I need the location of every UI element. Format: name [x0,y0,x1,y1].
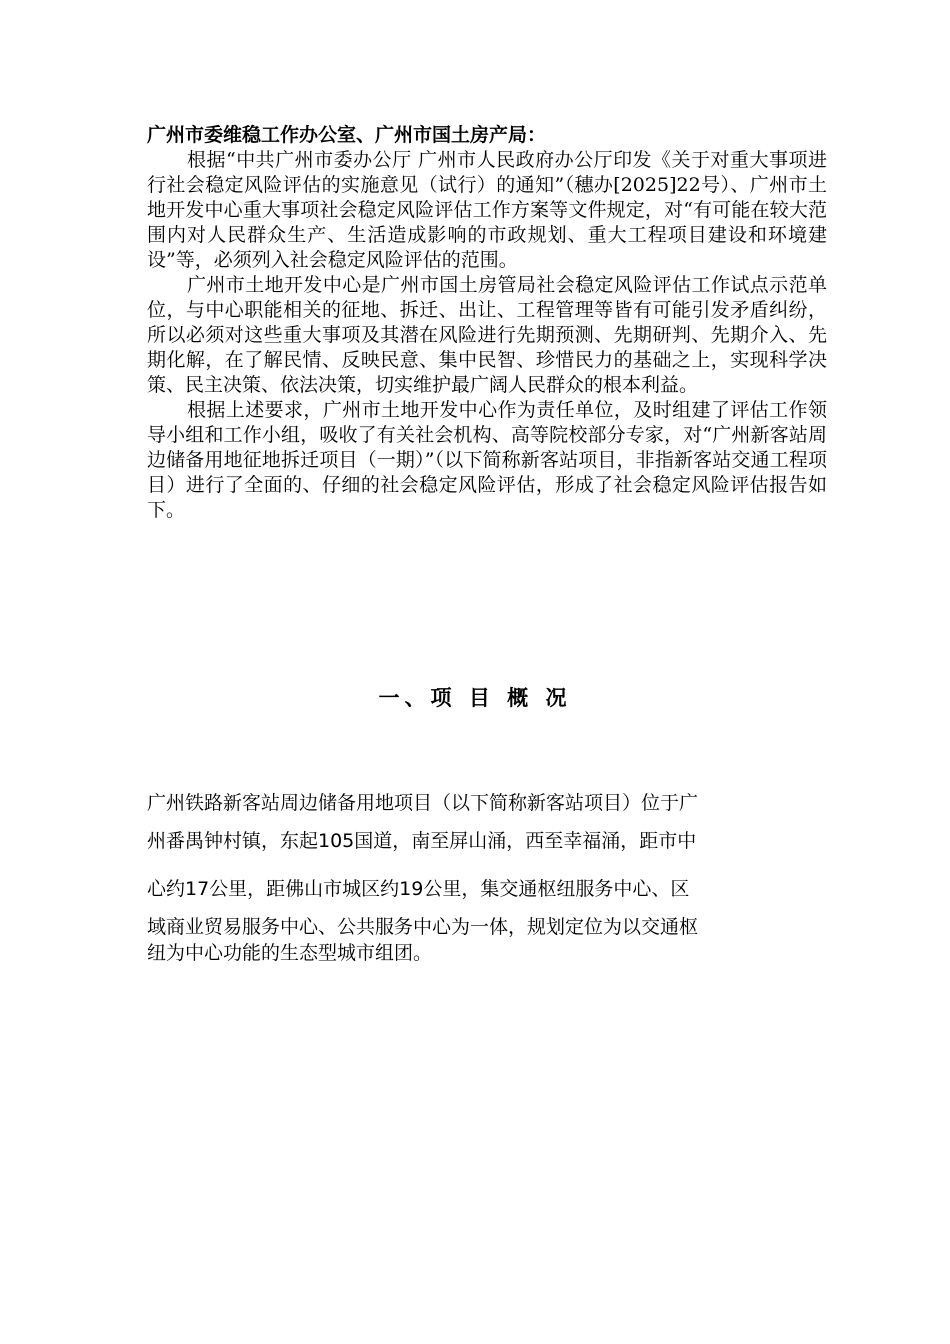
salutation: 广州市委维稳工作办公室、广州市国土房产局： [147,124,547,146]
section-title: 一、项 目 概 况 [378,686,572,710]
intro-paragraph-3: 根据上述要求，广州市土地开发中心作为责任单位，及时组建了评估工作领导小组和工作小组，吸收了有关社会机构、高等院校部分专家，对“广州新客站周边储备用地征地拆迁项目（一期）”（以下简称新客站项目，非指新客站交通工程项目）进行了全面的、仔细的社会稳定风险评估，形成了社会稳定风险评估报告如下。 [147,399,827,521]
intro-paragraph-1: 根据“中共广州市委办公厅 广州市人民政府办公厅印发《关于对重大事项进行社会稳定风险评估的实施意见（试行）的通知”（穗办[2025]22号）、广州市土地开发中心重大事项社会稳定风险评估工作方案等文件规定，对“有可能在较大范围内对人民群众生产、生活造成影响的市政规划、重大工程项目建设和环境建设”等，必须列入社会稳定风险评估的范围。 [147,149,827,271]
overview-line-3: 心约17公里，距佛山市城区约19公里，集交通枢纽服务中心、区 [147,878,690,900]
overview-line-4: 域商业贸易服务中心、公共服务中心为一体，规划定位为以交通枢 [147,916,699,938]
intro-section [147,123,827,523]
overview-line-1: 广州铁路新客站周边储备用地项目（以下简称新客站项目）位于广 [147,792,699,814]
overview-line-5: 纽为中心功能的生态型城市组团。 [147,942,433,964]
overview-line-2: 州番禺钟村镇，东起105国道，南至屏山涌，西至幸福涌，距市中 [147,830,697,852]
intro-paragraph-2: 广州市土地开发中心是广州市国土房管局社会稳定风险评估工作试点示范单位，与中心职能相关的征地、拆迁、出让、工程管理等皆有可能引发矛盾纠纷，所以必须对这些重大事项及其潜在风险进行先期预测、先期研判、先期介入、先期化解，在了解民情、反映民意、集中民智、珍惜民力的基础之上，实现科学决策、民主决策、依法决策，切实维护最广阔人民群众的根本利益。 [147,274,827,396]
